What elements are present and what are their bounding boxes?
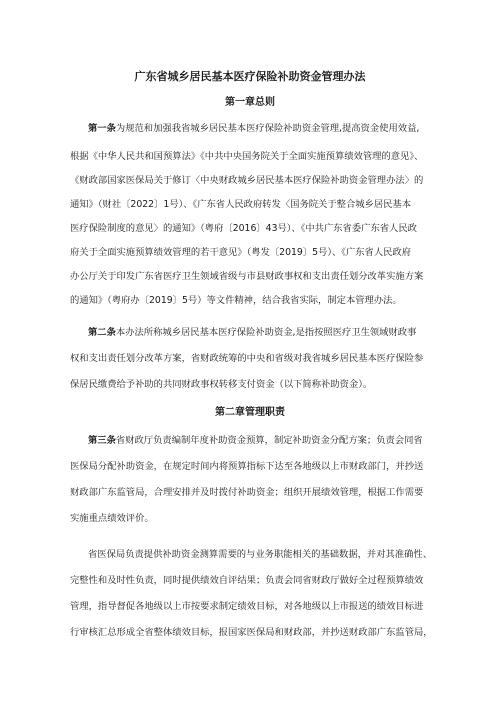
article-1-line-3: 《财政部国家医保局关于修订〈中央财政城乡居民基本医疗保险补助资金管理办法〉的 xyxy=(70,175,424,186)
paragraph-4-line-4: 行审核汇总形成全省整体绩效目标，报国家医保局和财政部，并抄送财政部广东监管局， xyxy=(70,627,433,638)
article-1-line-4: 通知》（财社〔2022〕1号）、《广东省人民政府转发〈国务院关于整合城乡居民基本 xyxy=(70,199,412,210)
article-2-line-1: 第二条本办法所称城乡居民基本医疗保险补助资金,是指按照医疗卫生领域财政事 xyxy=(88,327,417,338)
paragraph-4-line-3: 管理，指导督促各地级以上市按要求制定绩效目标，对各地级以上市报送的绩效目标进 xyxy=(70,601,424,612)
article-3-line-1: 第三条省财政厅负责编制年度补助资金预算，制定补助资金分配方案；负责会同省 xyxy=(88,435,423,446)
document-title: 广东省城乡居民基本医疗保险补助资金管理办法 xyxy=(134,70,366,83)
article-1-line-7: 办公厅关于印发广东省医疗卫生领域省级与市县财政事权和支出责任划分改革实施方案 xyxy=(70,271,424,282)
article-3-line-4: 实施重点绩效评价。 xyxy=(70,513,154,524)
article-1-line-6: 府关于全面实施预算绩效管理的若干意见》（粤发〔2019〕5号）、《广东省人民政府 xyxy=(70,247,412,258)
paragraph-4-line-1: 省医保局负责提供补助资金测算需要的与业务职能相关的基础数据，并对其准确性、 xyxy=(88,549,432,560)
article-3-label: 第三条 xyxy=(88,435,116,446)
chapter-1-heading: 第一章总则 xyxy=(225,97,275,108)
article-1-line-5: 医疗保险制度的意见〉的通知》（粤府〔2016〕43号）、《中共广东省委广东省人民政 xyxy=(70,223,417,234)
chapter-2-heading: 第二章管理职责 xyxy=(215,407,285,418)
article-1-line-1: 第一条为规范和加强我省城乡居民基本医疗保险补助资金管理,提高资金使用效益, xyxy=(88,123,420,134)
article-1-line-8: 的通知》（粤府办〔2019〕5号）等文件精神，结合我省实际，制定本管理办法。 xyxy=(70,295,402,306)
article-2-line-2: 权和支出责任划分改革方案，省财政统筹的中央和省级对我省城乡居民基本医疗保险参 xyxy=(70,353,424,364)
article-1-label: 第一条 xyxy=(88,123,116,134)
article-3-line-2: 医保局分配补助资金，在规定时间内将预算指标下达至各地级以上市财政部门，并抄送 xyxy=(70,461,424,472)
paragraph-4-line-2: 完整性和及时性负责，同时提供绩效自评结果；负责会同省财政厅做好全过程预算绩效 xyxy=(70,575,424,586)
article-3-line-3: 财政部广东监管局，合理安排并及时拨付补助资金；组织开展绩效管理，根据工作需要 xyxy=(70,487,424,498)
article-2-line-3: 保居民缴费给予补助的共同财政事权转移支付资金（以下简称补助资金）。 xyxy=(70,379,373,390)
article-2-label: 第二条 xyxy=(88,327,116,338)
article-1-line-2: 根据《中华人民共和国预算法》《中共中央国务院关于全面实施预算绩效管理的意见》、 xyxy=(70,151,424,162)
